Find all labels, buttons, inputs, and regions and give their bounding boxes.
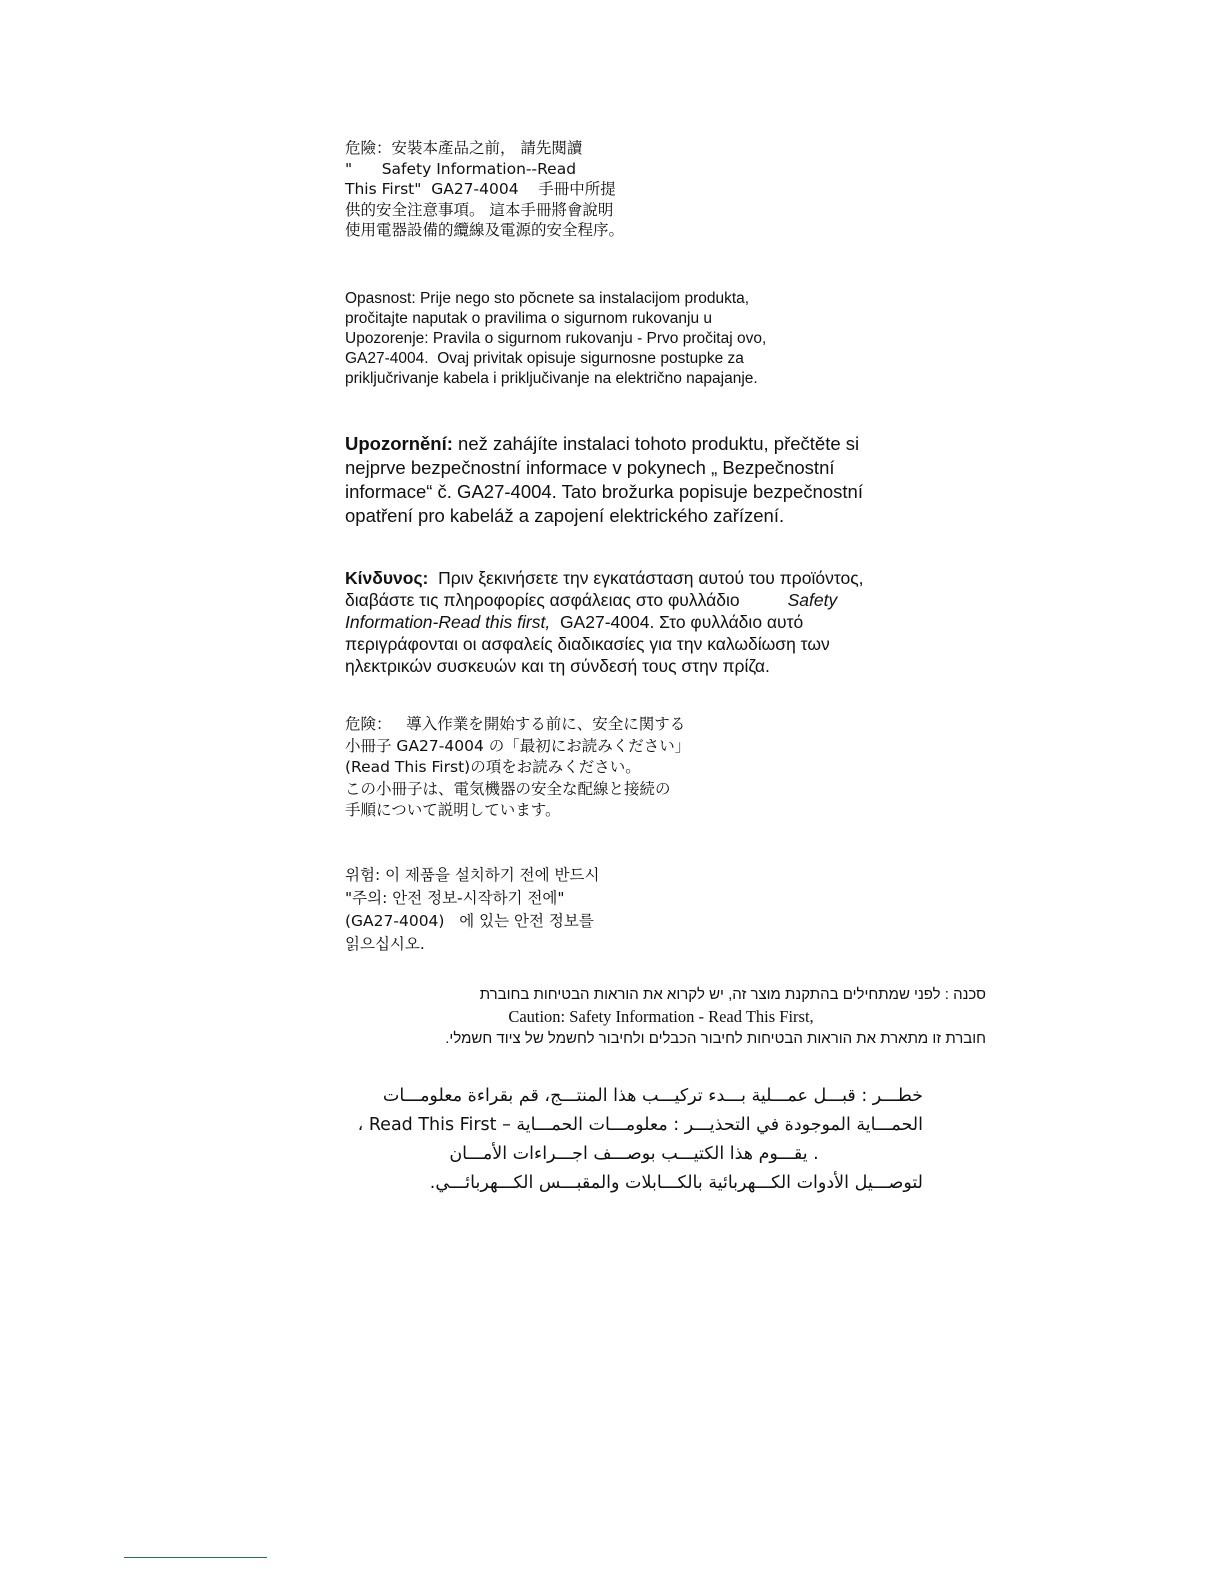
greek-lead: Κίνδυνος:	[345, 568, 429, 588]
hebrew-notice	[336, 984, 986, 1050]
arabic-line: لتوصـــيل الأدوات الكـــهربائية بالكـــابلات والمقبـــس الكـــهربائـــي.	[429, 1173, 923, 1193]
korean-line: "주의: 안전 정보-시작하기 전에"	[345, 889, 565, 907]
arabic-line: خطـــر : قبـــل عمـــلية بـــدء تركيـــب هذا المنتـــج، قم بقراءة معلومـــات	[382, 1086, 923, 1106]
croatian-line: pročitajte naputak o pravilima o sigurnom rukovanju u	[345, 310, 713, 327]
croatian-line: Opasnost: Prije nego sto pŏcnete sa instalacijom produkta,	[345, 290, 750, 307]
czech-line: opatření pro kabeláž a zapojení elektrického zařízení.	[345, 505, 785, 526]
chinese-line: 危險：安裝本產品之前， 請先閱讀	[345, 139, 583, 157]
czech-line: nejprve bezpečnostní informace v pokynech „ Bezpečnostní	[345, 457, 835, 478]
arabic-line: الحمـــاية الموجودة في التحذيـــر : معلومـــات الحمـــاية – Read This First ،	[357, 1115, 923, 1135]
greek-line: περιγράφονται οι ασφαλείς διαδικασίες για την καλωδίωση των	[345, 634, 830, 654]
arabic-notice	[345, 1082, 923, 1198]
czech-line: informace“ č. GA27-4004. Tato brožurka popisuje bezpečnostní	[345, 481, 863, 502]
japanese-line: 手順について説明しています。	[345, 801, 561, 819]
japanese-line: 小冊子 GA27-4004 の「最初にお読みください」	[345, 736, 691, 755]
chinese-line: 供的安全注意事項。 這本手冊將會說明	[345, 200, 614, 219]
chinese-line: 使用電器設備的纜線及電源的安全程序。	[345, 221, 625, 239]
korean-line: 위험: 이 제품을 설치하기 전에 반드시	[345, 866, 600, 884]
czech-lead: Upozornění:	[345, 433, 453, 454]
japanese-line: この小冊子は、電気機器の安全な配線と接続の	[345, 779, 671, 798]
greek-line: ηλεκτρικών συσκευών και τη σύνδεσή τους στην πρίζα.	[345, 656, 770, 676]
japanese-notice	[345, 714, 690, 822]
chinese-line: This First" GA27-4004 手冊中所提	[345, 180, 616, 198]
chinese-notice	[345, 138, 624, 241]
greek-line: διαβάστε τις πληροφορίες ασφάλειας στο φυλλάδιο	[345, 590, 740, 610]
korean-line: 읽으십시오.	[345, 935, 425, 953]
japanese-line: 危険： 導入作業を開始する前に、安全に関する	[345, 715, 686, 733]
greek-notice	[345, 567, 864, 677]
hebrew-caption: Caution: Safety Information - Read This First,	[508, 1007, 814, 1026]
greek-italic: Safety	[787, 590, 838, 610]
chinese-line: " Safety Information--Read	[345, 159, 577, 178]
hebrew-line: חוברת זו מתארת את הוראות הבטיחות לחיבור הכבלים ולחיבור לחשמל של ציוד חשמלי.	[445, 1030, 986, 1047]
croatian-notice	[345, 289, 766, 389]
japanese-line: (Read This First)の項をお読みください。	[345, 758, 641, 776]
croatian-line: GA27-4004. Ovaj privitak opisuje sigurnosne postupke za	[345, 350, 744, 367]
czech-line: než zahájíte instalaci tohoto produktu, přečtěte si	[452, 433, 860, 454]
greek-line: GA27-4004. Στο φυλλάδιο αυτό	[550, 612, 804, 632]
greek-line: Πριν ξεκινήσετε την εγκατάσταση αυτού του προϊόντος,	[428, 568, 864, 588]
footnote-rule	[124, 1557, 267, 1558]
croatian-line: priključrivanje kabela i priključivanje na električno napajanje.	[345, 370, 758, 387]
hebrew-line: סכנה : לפני שמתחילים בהתקנת מוצר זה, יש לקרוא את הוראות הבטיחות בחוברת	[479, 986, 986, 1003]
korean-line: (GA27-4004) 에 있는 안전 정보를	[345, 912, 594, 930]
korean-notice	[345, 864, 599, 956]
czech-notice	[345, 432, 863, 528]
greek-italic: Information-Read this first,	[345, 612, 551, 632]
arabic-line: . يقـــوم هذا الكتيـــب بوصـــف اجـــراءات الأمـــان	[449, 1144, 819, 1164]
croatian-line: Upozorenje: Pravila o sigurnom rukovanju - Prvo pročitaj ovo,	[345, 330, 767, 347]
